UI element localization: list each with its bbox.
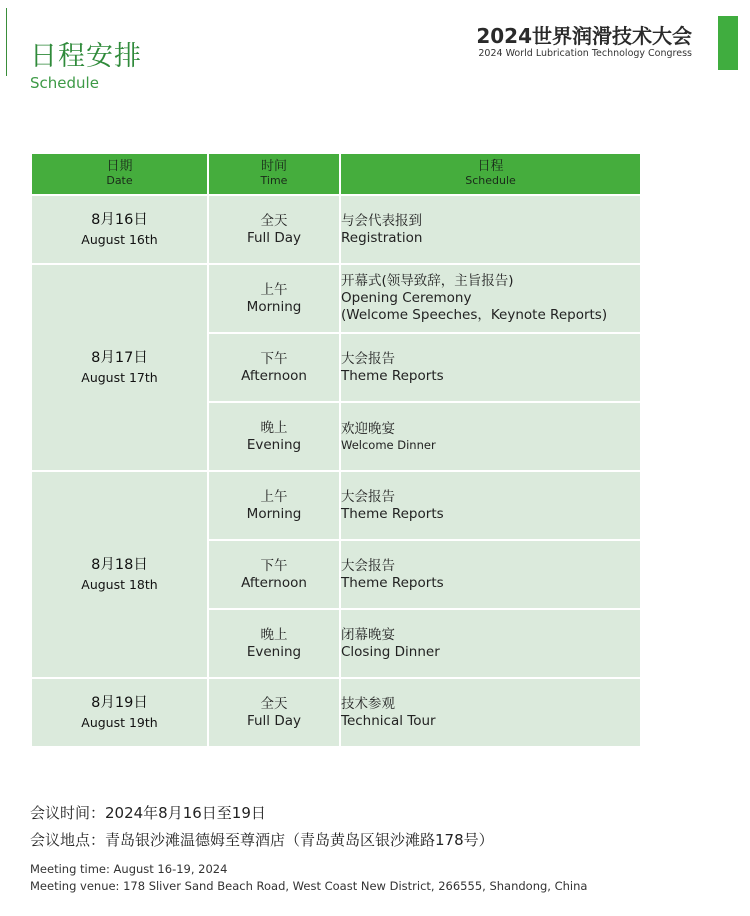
- time-en: Evening: [246, 643, 302, 660]
- table-row: [31, 264, 641, 333]
- schedule-line: 大会报告: [341, 488, 395, 505]
- schedule-cell: [340, 333, 641, 402]
- schedule-line: Opening Ceremony: [341, 290, 472, 307]
- time-en: Morning: [246, 298, 302, 315]
- column-header-label: 日期: [106, 159, 133, 175]
- schedule-line: 大会报告: [341, 350, 395, 367]
- date-en: August 16th: [81, 232, 158, 248]
- column-header-label: Time: [260, 174, 288, 188]
- schedule-line: Registration: [341, 229, 423, 246]
- column-header-label: 日程: [477, 159, 504, 175]
- schedule-line: Theme Reports: [341, 367, 444, 384]
- time-zh: 上午: [260, 281, 288, 298]
- column-header-time: [208, 153, 340, 195]
- time-zh: 全天: [260, 695, 288, 712]
- table-row: [31, 195, 641, 264]
- time-en: Afternoon: [241, 574, 307, 591]
- time-cell: [208, 333, 340, 402]
- column-header-schedule: [340, 153, 641, 195]
- time-zh: 上午: [260, 488, 288, 505]
- date-en: August 19th: [81, 715, 158, 731]
- meeting-time-en: Meeting time: August 16-19, 2024: [30, 862, 228, 876]
- time-zh: 下午: [260, 350, 288, 367]
- page-title: 日程安排: [30, 41, 142, 72]
- time-en: Morning: [246, 505, 302, 522]
- time-zh: 晚上: [260, 626, 288, 643]
- date-cell: [31, 471, 208, 678]
- schedule-line: Welcome Dinner: [341, 437, 436, 452]
- schedule-cell: [340, 540, 641, 609]
- date-en: August 17th: [81, 370, 158, 386]
- schedule-cell: [340, 471, 641, 540]
- left-accent-rule: [6, 8, 7, 76]
- schedule-line: (Welcome Speeches，Keynote Reports): [341, 306, 608, 323]
- schedule-line: Theme Reports: [341, 574, 444, 591]
- column-header-date: [31, 153, 208, 195]
- meeting-venue-en: Meeting venue: 178 Sliver Sand Beach Road, West Coast New District, 266555, Shandong, China: [30, 879, 588, 893]
- date-zh: 8月18日: [91, 557, 148, 574]
- date-cell: [31, 678, 208, 747]
- time-cell: [208, 609, 340, 678]
- schedule-line: Technical Tour: [341, 712, 436, 729]
- schedule-line: 大会报告: [341, 557, 395, 574]
- date-en: August 18th: [81, 577, 158, 593]
- time-cell: [208, 471, 340, 540]
- meeting-time-zh: 会议时间：2024年8月16日至19日: [30, 804, 266, 822]
- schedule-line: 开幕式(领导致辞，主旨报告): [341, 273, 514, 290]
- column-header-label: 时间: [260, 159, 287, 175]
- date-zh: 8月19日: [91, 695, 148, 712]
- schedule-line: Closing Dinner: [341, 643, 440, 660]
- time-zh: 全天: [260, 212, 288, 229]
- schedule-cell: [340, 678, 641, 747]
- schedule-line: Theme Reports: [341, 505, 444, 522]
- date-cell: [31, 264, 208, 471]
- schedule-cell: [340, 609, 641, 678]
- time-en: Full Day: [246, 229, 302, 246]
- time-en: Full Day: [246, 712, 302, 729]
- brand-accent-bar: [718, 16, 738, 70]
- table-header-row: [31, 153, 641, 195]
- date-zh: 8月16日: [91, 212, 148, 229]
- schedule-cell: [340, 402, 641, 471]
- table-row: [31, 471, 641, 540]
- column-header-label: Date: [106, 174, 133, 188]
- schedule-table: [30, 152, 642, 748]
- time-cell: [208, 195, 340, 264]
- date-zh: 8月17日: [91, 350, 148, 367]
- time-zh: 晚上: [260, 419, 288, 436]
- schedule-cell: [340, 195, 641, 264]
- schedule-line: 技术参观: [341, 695, 395, 712]
- date-cell: [31, 195, 208, 264]
- time-en: Evening: [246, 436, 302, 453]
- page-subtitle: Schedule: [30, 74, 99, 92]
- schedule-line: 闭幕晚宴: [341, 626, 395, 643]
- time-en: Afternoon: [241, 367, 307, 384]
- schedule-line: 与会代表报到: [341, 212, 422, 229]
- table-row: [31, 678, 641, 747]
- schedule-line: 欢迎晚宴: [341, 420, 395, 437]
- time-cell: [208, 264, 340, 333]
- time-cell: [208, 402, 340, 471]
- schedule-cell: [340, 264, 641, 333]
- time-cell: [208, 678, 340, 747]
- time-zh: 下午: [260, 557, 288, 574]
- meeting-venue-zh: 会议地点：青岛银沙滩温德姆至尊酒店（青岛黄岛区银沙滩路178号）: [30, 831, 494, 849]
- time-cell: [208, 540, 340, 609]
- congress-title: 2024世界润滑技术大会: [476, 24, 692, 48]
- column-header-label: Schedule: [465, 174, 516, 188]
- congress-subtitle: 2024 World Lubrication Technology Congress: [478, 48, 692, 59]
